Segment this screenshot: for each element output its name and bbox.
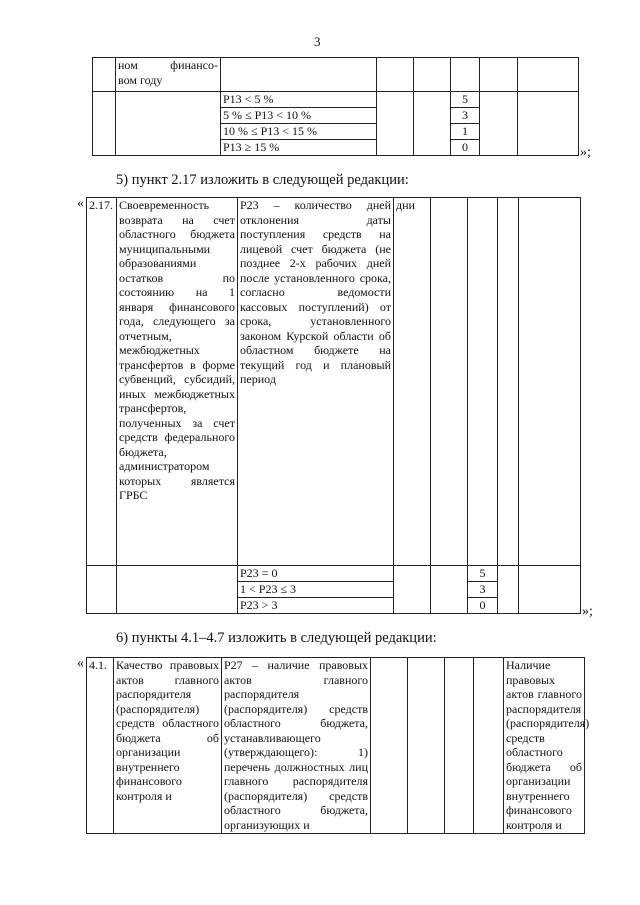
table-4-1 <box>86 657 590 834</box>
paragraph-6: 6) пункты 4.1–4.7 изложить в следующей редакции: <box>116 630 437 646</box>
row-number: 4.1. <box>87 658 114 834</box>
table-continuation <box>92 57 579 156</box>
indicator-line: вом году <box>118 72 163 87</box>
condition-cell: 5 % ≤ Р13 < 10 % <box>221 108 377 124</box>
score-cell: 5 <box>468 566 498 582</box>
condition-cell: Р13 < 5 % <box>221 92 377 108</box>
formula-description: Р27 – наличие правовых актов главного распорядителя (распорядителя) средств областного бюджета, устанавливающего (утверждающего): 1) перечень должностных лиц главного распорядителя (распорядителя) средств областного бюджета, организующих и <box>222 658 371 834</box>
indicator-name: Своевременность возврата на счет областного бюджета муниципальными образованиями остатков по состоянию на 1 января финансового года, следующего за отчетным, межбюджетных трансфертов в форме субвенций, субсидий, иных межбюджетных трансфертов, полученных за счет средств федерального бюджета, администратором которых является ГРБС <box>117 198 238 566</box>
score-cell: 0 <box>451 140 480 156</box>
score-cell: 5 <box>451 92 480 108</box>
paragraph-5: 5) пункт 2.17 изложить в следующей редакции: <box>116 172 409 188</box>
num-cell <box>93 58 116 92</box>
condition-cell: Р13 ≥ 15 % <box>221 140 377 156</box>
condition-cell: Р23 = 0 <box>238 566 394 582</box>
close-quote: »; <box>580 145 591 160</box>
close-quote: »; <box>582 604 593 619</box>
indicator-line: ном финансо- <box>118 58 218 72</box>
page-number: 3 <box>314 34 321 49</box>
score-cell: 3 <box>451 108 480 124</box>
score-cell: 1 <box>451 124 480 140</box>
indicator-cell <box>116 58 221 92</box>
open-quote: « <box>77 196 84 211</box>
formula-description: Р23 – количество дней отклонения даты поступления средств на лицевой счет бюджета (не позднее 2-х рабочих дней после установленного срока, согласно ведомости кассовых поступлений) от срока, установленного законом Курской области об областном бюджете на текущий год и плановый период <box>238 198 394 566</box>
open-quote: « <box>77 656 84 671</box>
condition-cell: 10 % ≤ Р13 < 15 % <box>221 124 377 140</box>
table-2-17 <box>86 197 581 614</box>
unit-cell: дни <box>394 198 431 566</box>
score-cell: 3 <box>468 582 498 598</box>
condition-cell: Р23 > 3 <box>238 598 394 614</box>
condition-cell: 1 < Р23 ≤ 3 <box>238 582 394 598</box>
note-cell: Наличие правовых актов главного распорядителя (распорядителя) средств областного бюджета об организации внутреннего финансового контроля и <box>504 658 585 834</box>
indicator-name: Качество правовых актов главного распорядителя (распорядителя) средств областного бюджета об организации внутреннего финансового контроля и <box>114 658 222 834</box>
row-number: 2.17. <box>87 198 117 566</box>
score-cell: 0 <box>468 598 498 614</box>
